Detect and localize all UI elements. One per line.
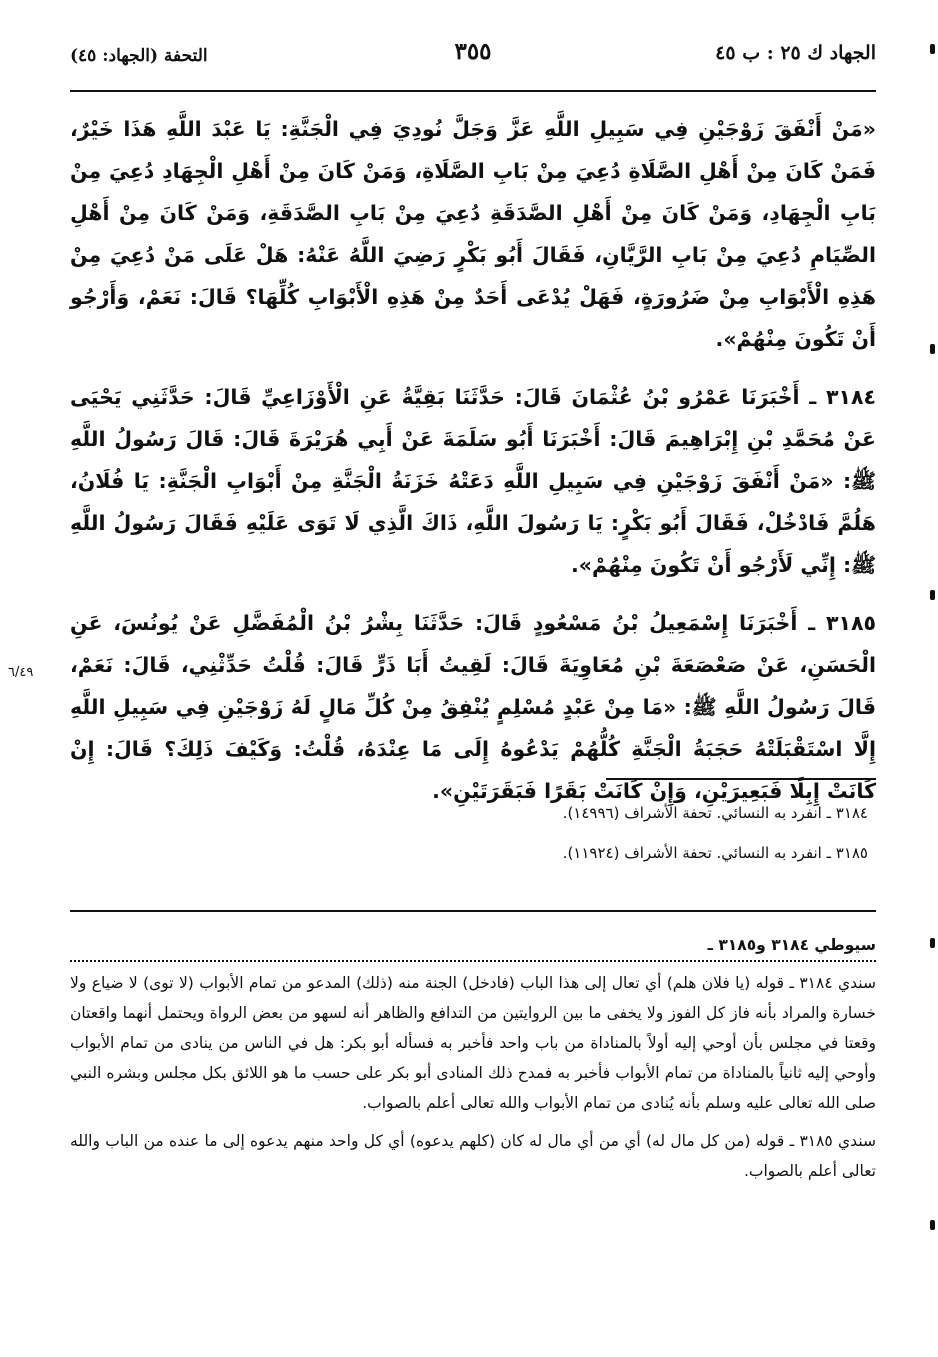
margin-mark: [930, 1220, 935, 1230]
header-tuhfa-ref: التحفة (الجهاد: ٤٥): [70, 46, 208, 66]
footnote-divider: [606, 778, 876, 780]
commentary-sindi-3185: سندي ٣١٨٥ ـ قوله (من كل مال له) أي من أي مال له كان (كلهم يدعوه) أي كل واحد منهم يدعوه إلى ما عنده من الباب والله تعالى أعلم بالصواب.: [70, 1132, 876, 1180]
footnote: ٣١٨٥ ـ انفرد به النسائي. تحفة الأشراف (١١٩٢٤).: [562, 844, 868, 862]
footnote: ٣١٨٤ ـ انفرد به النسائي. تحفة الأشراف (١٤٩٩٦).: [562, 804, 868, 822]
margin-mark: [930, 344, 935, 354]
margin-mark: [930, 938, 935, 948]
hadith-paragraph: «مَنْ أَنْفَقَ زَوْجَيْنِ فِي سَبِيلِ اللَّهِ عَزَّ وَجَلَّ نُودِيَ فِي الْجَنَّةِ: يَا عَبْدَ اللَّهِ هَذَا خَيْرٌ، فَمَنْ كَانَ مِنْ أَهْلِ الصَّلَاةِ دُعِيَ مِنْ بَابِ الصَّلَاةِ، وَمَنْ كَانَ مِنْ أَهْلِ الْجِهَادِ دُعِيَ مِنْ بَابِ الْجِهَادِ، وَمَنْ كَانَ مِنْ أَهْلِ الصَّدَقَةِ دُعِيَ مِنْ بَابِ الصَّدَقَةِ، وَمَنْ كَانَ مِنْ أَهْلِ الصِّيَامِ دُعِيَ مِنْ بَابِ الرَّيَّانِ، فَقَالَ أَبُو بَكْرٍ رَضِيَ اللَّهُ عَنْهُ: هَلْ عَلَى مَنْ دُعِيَ مِنْ هَذِهِ الْأَبْوَابِ مِنْ ضَرُورَةٍ، فَهَلْ يُدْعَى أَحَدٌ مِنْ هَذِهِ الْأَبْوَابِ كُلِّهَا؟ قَالَ: نَعَمْ، وَأَرْجُو أَنْ تَكُونَ مِنْهُمْ».: [70, 117, 876, 351]
commentary-divider: [70, 910, 876, 912]
margin-mark: [930, 590, 935, 600]
hadith-text: [70, 108, 876, 828]
commentary-sindi-3184: سندي ٣١٨٤ ـ قوله (يا فلان هلم) أي تعال إلى هذا الباب (فادخل) الجنة منه (ذلك) المدعو من تمام الأبواب (لا توى) لا ضياع ولا خسارة والمراد بأنه فاز كل الفوز ولا يخفى ما بين الروايتين من التدافع والظاهر أنه لسهو من بعض الرواة ويحتمل أنهما واقعتان وقعتا في مجلس بأن أوحي إليه أولاً بالمناداة من باب واحد فأخبر به فسأله أبو بكر: هل في الناس من ينادى من تمام الأبواب وأوحي إليه ثانياً بالمناداة من تمام الأبواب فأخبر به فمدح ذلك المنادى أبو بكر على حسب ما هو اللائق بكل مجلس وبشره النبي صلى الله تعالى عليه وسلم بأنه يُنادى من تمام الأبواب والله تعالى أعلم بالصواب.: [70, 974, 876, 1112]
margin-reference: ٦/٤٩: [8, 665, 34, 680]
footnotes: [70, 800, 868, 880]
margin-mark: [930, 44, 935, 54]
hadith-paragraph: ٣١٨٥ ـ أَخْبَرَنَا إِسْمَعِيلُ بْنُ مَسْعُودٍ قَالَ: حَدَّثَنَا بِشْرُ بْنُ الْمُفَضَّلِ عَنْ يُونُسَ، عَنِ الْحَسَنِ، عَنْ صَعْصَعَةَ بْنِ مُعَاوِيَةَ قَالَ: لَقِيتُ أَبَا ذَرٍّ قَالَ: قُلْتُ حَدِّثْنِي، قَالَ: نَعَمْ، قَالَ رَسُولُ اللَّهِ ﷺ: «مَا مِنْ عَبْدٍ مُسْلِمٍ يُنْفِقُ مِنْ كُلِّ مَالٍ لَهُ زَوْجَيْنِ فِي سَبِيلِ اللَّهِ إِلَّا اسْتَقْبَلَتْهُ حَجَبَةُ الْجَنَّةِ كُلُّهُمْ يَدْعُوهُ إِلَى مَا عِنْدَهُ، قُلْتُ: وَكَيْفَ ذَلِكَ؟ قَالَ: إِنْ كَانَتْ إِبِلًا فَبَعِيرَيْنِ، وَإِنْ كَانَتْ بَقَرًا فَبَقَرَتَيْنِ».: [70, 611, 876, 803]
header-divider: [70, 90, 876, 92]
hadith-paragraph: ٣١٨٤ ـ أَخْبَرَنَا عَمْرُو بْنُ عُثْمَانَ قَالَ: حَدَّثَنَا بَقِيَّةُ عَنِ الْأَوْزَاعِيِّ قَالَ: حَدَّثَنِي يَحْيَى عَنْ مُحَمَّدِ بْنِ إِبْرَاهِيمَ قَالَ: أَخْبَرَنَا أَبُو سَلَمَةَ عَنْ أَبِي هُرَيْرَةَ قَالَ: قَالَ رَسُولُ اللَّهِ ﷺ: «مَنْ أَنْفَقَ زَوْجَيْنِ فِي سَبِيلِ اللَّهِ دَعَتْهُ خَزَنَةُ الْجَنَّةِ مِنْ أَبْوَابِ الْجَنَّةِ: يَا فُلَانُ، هَلُمَّ فَادْخُلْ، فَقَالَ أَبُو بَكْرٍ: يَا رَسُولَ اللَّهِ، ذَاكَ الَّذِي لَا تَوَى عَلَيْهِ فَقَالَ رَسُولُ اللَّهِ ﷺ: إِنِّي لَأَرْجُو أَنْ تَكُونَ مِنْهُمْ».: [70, 385, 876, 577]
commentary: [70, 930, 876, 1194]
commentary-suyuti: سيوطي ٣١٨٤ و٣١٨٥ ـ: [70, 930, 876, 962]
page-number: ٣٥٥: [454, 38, 492, 65]
page-header: [70, 38, 876, 78]
header-chapter-ref: الجهاد ك ٢٥ : ب ٤٥: [715, 42, 876, 64]
